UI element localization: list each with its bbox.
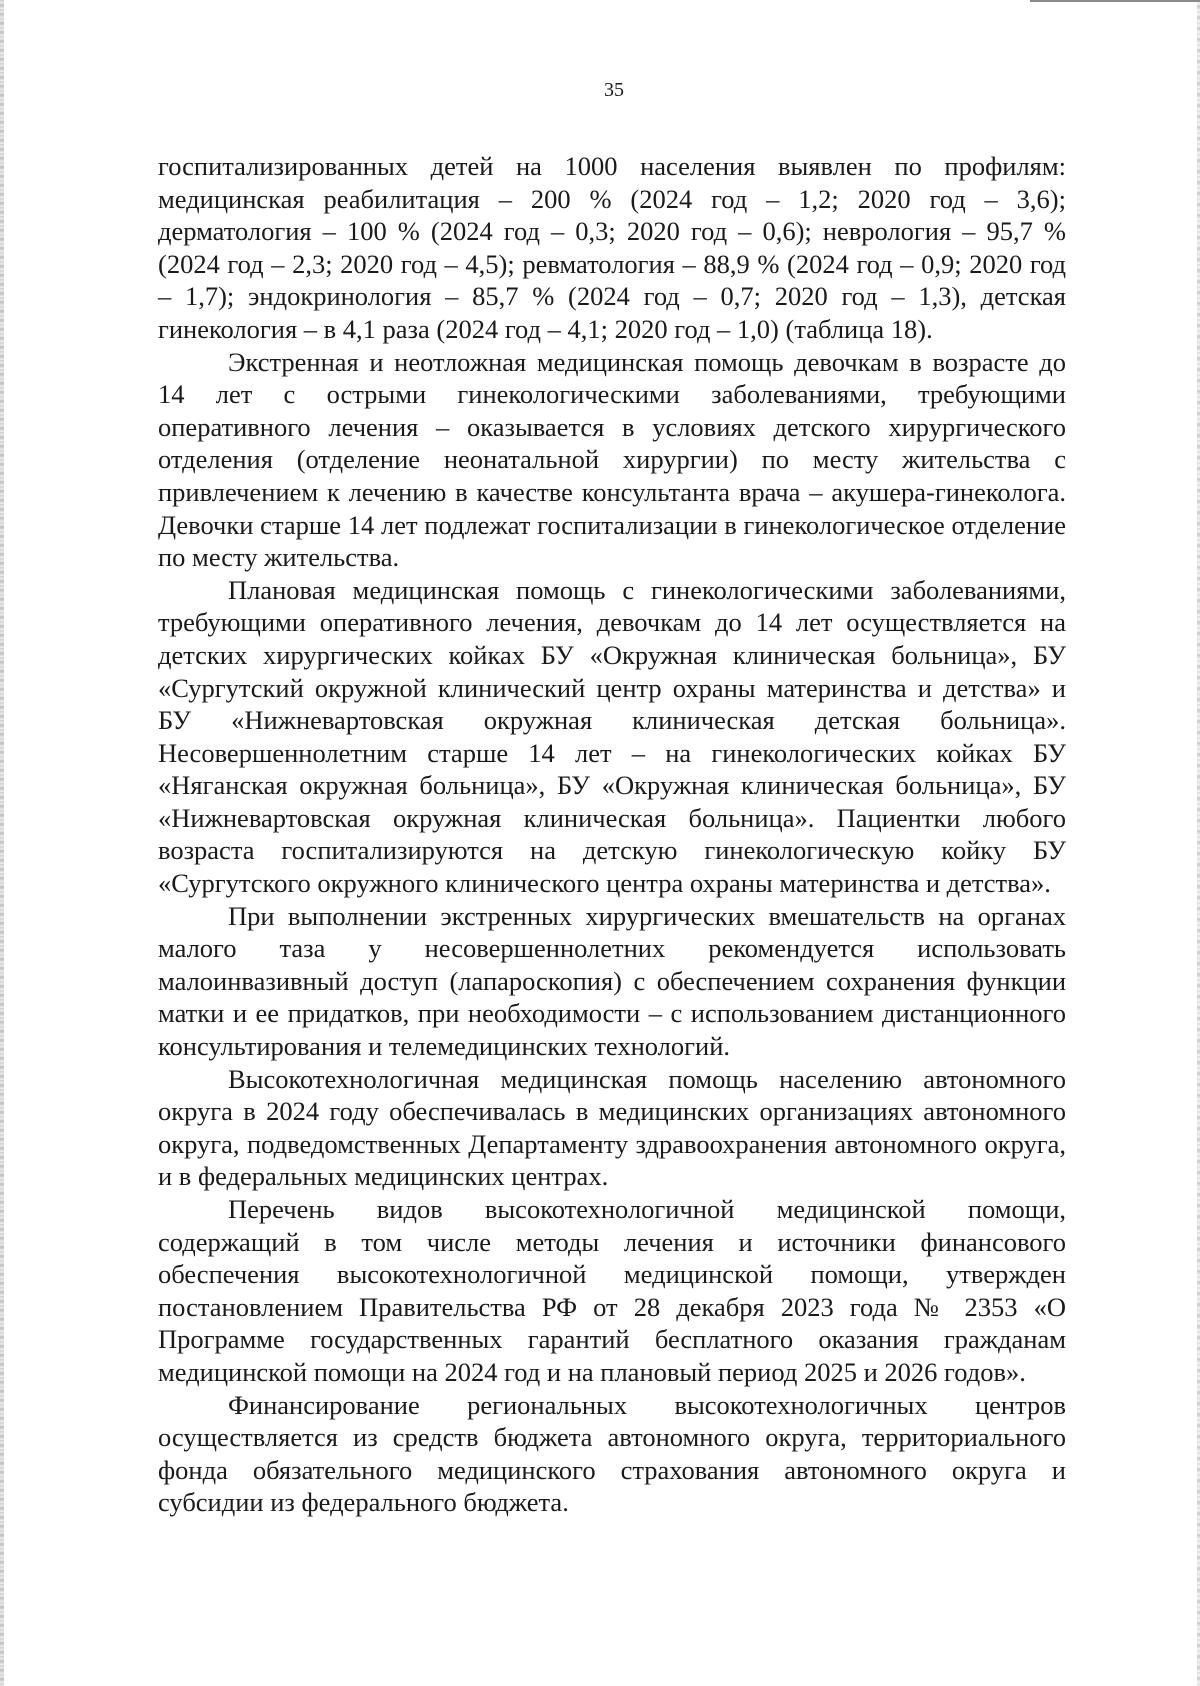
- paragraph-high-tech-care: Высокотехнологичная медицинская помощь населению автономного округа в 2024 году обеспечивалась в медицинских организациях автономного округа, подведомственных Департаменту здравоохранения автономного округа, и в федеральных медицинских центрах.: [158, 1063, 1066, 1192]
- document-body: [158, 150, 1066, 1519]
- paragraph-hospitalization-profiles: госпитализированных детей на 1000 населения выявлен по профилям: медицинская реабилитация – 200 % (2024 год – 1,2; 2020 год – 3,6); дерматология – 100 % (2024 год – 0,3; 2020 год – 0,6); неврология – 95,7 % (2024 год – 2,3; 2020 год – 4,5); ревматология – 88,9 % (2024 год – 0,9; 2020 год – 1,7); эндокринология – 85,7 % (2024 год – 0,7; 2020 год – 1,3), детская гинекология – в 4,1 раза (2024 год – 4,1; 2020 год – 1,0) (таблица 18).: [158, 151, 1066, 344]
- page-number: 35: [604, 79, 624, 101]
- scan-top-line: [1030, 0, 1200, 2]
- paragraph-emergency-care: Экстренная и неотложная медицинская помощь девочкам в возрасте до 14 лет с острыми гинекологическими заболеваниями, требующими оперативного лечения – оказывается в условиях детского хирургического отделения (отделение неонатальной хирургии) по месту жительства с привлечением к лечению в качестве консультанта врача – акушера-гинеколога. Девочки старше 14 лет подлежат госпитализации в гинекологическое отделение по месту жительства.: [158, 346, 1066, 573]
- paragraph-planned-care: Плановая медицинская помощь с гинекологическими заболеваниями, требующими оперативного лечения, девочкам до 14 лет осуществляется на детских хирургических койках БУ «Окружная клиническая больница», БУ «Сургутский окружной клинический центр охраны материнства и детства» и БУ «Нижневартовская окружная клиническая детская больница». Несовершеннолетним старше 14 лет – на гинекологических койках БУ «Няганская окружная больница», БУ «Окружная клиническая больница», БУ «Нижневартовская окружная клиническая больница». Пациентки любого возраста госпитализируются на детскую гинекологическую койку БУ «Сургутского окружного клинического центра охраны материнства и детства».: [158, 574, 1066, 899]
- paragraph-financing: Финансирование региональных высокотехнологичных центров осуществляется из средств бюджета автономного округа, территориального фонда обязательного медицинского страхования автономного округа и субсидии из федерального бюджета.: [158, 1389, 1066, 1518]
- paragraph-high-tech-list: Перечень видов высокотехнологичной медицинской помощи, содержащий в том числе методы лечения и источники финансового обеспечения высокотехнологичной медицинской помощи, утвержден постановлением Правительства РФ от 28 декабря 2023 года № 2353 «О Программе государственных гарантий бесплатного оказания гражданам медицинской помощи на 2024 год и на плановый период 2025 и 2026 годов».: [158, 1194, 1066, 1387]
- paragraph-surgical-interventions: При выполнении экстренных хирургических вмешательств на органах малого таза у несовершеннолетних рекомендуется использовать малоинвазивный доступ (лапароскопия) с обеспечением сохранения функции матки и ее придатков, при необходимости – с использованием дистанционного консультирования и телемедицинских технологий.: [158, 900, 1066, 1062]
- scan-edge-left: [0, 0, 4, 1686]
